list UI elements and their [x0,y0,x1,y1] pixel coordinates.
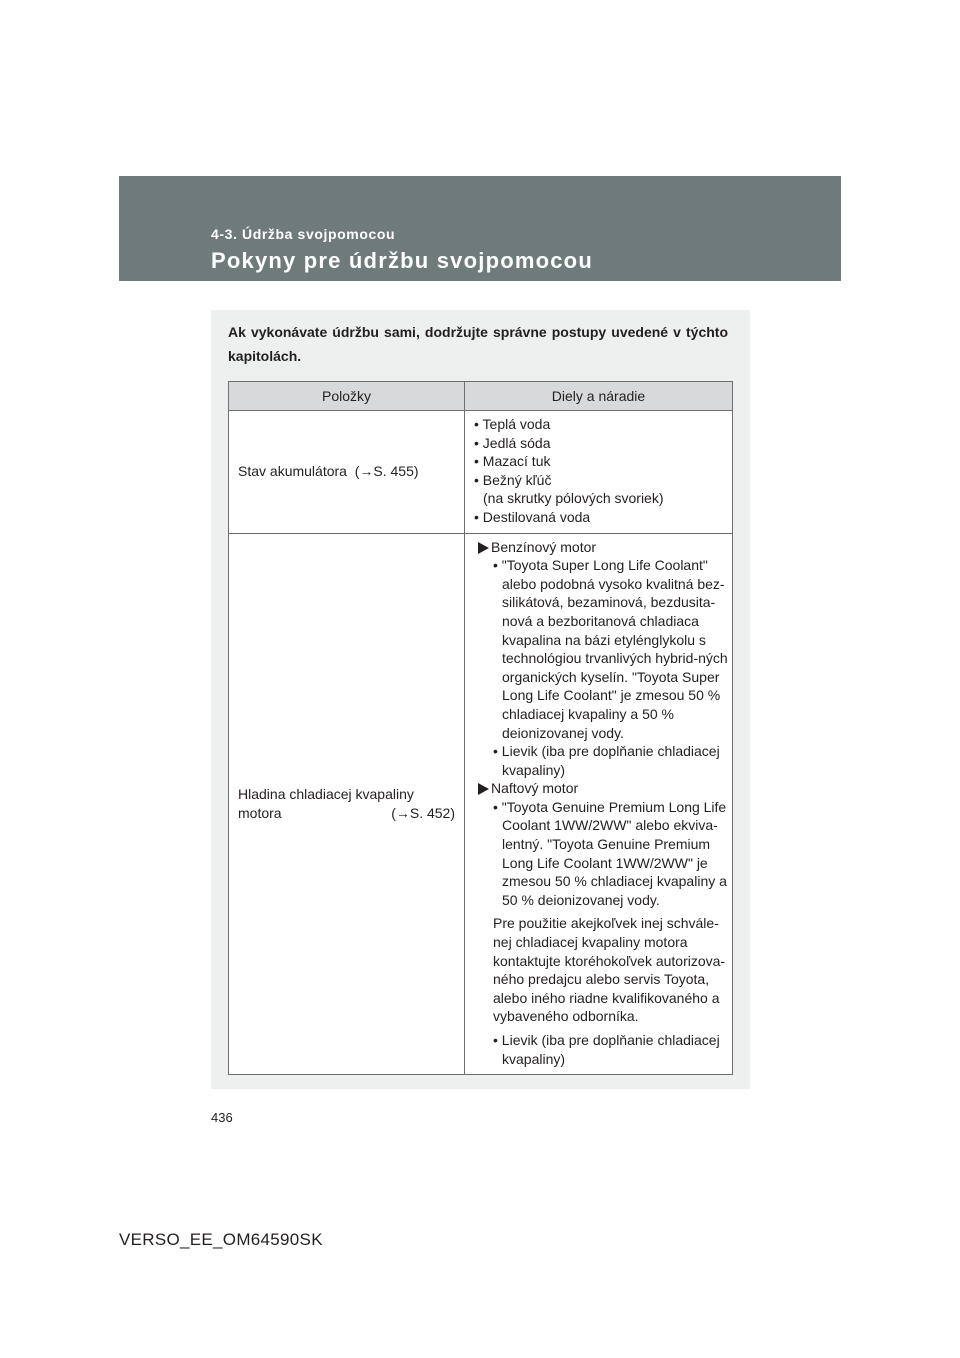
tools-cell-coolant [465,533,733,1075]
column-header-items: Položky [229,382,465,411]
petrol-engine-heading: Benzínový motor [474,538,728,557]
list-item: • "Toyota Genuine Premium Long Life Coolant 1WW/2WW" alebo ekviva-lentný. "Toyota Genuine Premium Long Life Coolant 1WW/2WW" je zmesou 50 % chladiacej kvapaliny a 50 % deionizovanej vody. [493,798,727,908]
section-label: 4-3. Údržba svojpomocou [211,226,396,242]
list-item: • Lievik (iba pre doplňanie chladiacej kvapaliny) [493,1032,720,1067]
page-number: 436 [211,1110,233,1125]
list-item: • Lievik (iba pre doplňanie chladiacej kvapaliny) [493,743,720,778]
list-item-detail: (na skrutky pólových svoriek) [483,490,664,507]
page-reference: (→S. 455) [354,463,419,480]
page-reference: (→S. 452) [391,804,455,821]
tools-cell-battery [465,411,733,534]
item-name: Stav akumulátora [238,463,347,480]
coolant-note: Pre použitie akejkoľvek inej schvále-nej chladiacej kvapaliny motora kontaktujte ktoréhokoľvek autorizova-ného predajcu alebo servis Toyota, alebo iného riadne kvalifikovaného a vybaveného odborníka. [493,915,726,1025]
column-header-tools: Diely a náradie [465,382,733,411]
table-row-coolant [229,533,733,1075]
document-code: VERSO_EE_OM64590SK [119,1230,323,1249]
list-item: • Destilovaná voda [474,508,591,525]
item-cell-battery [229,411,465,534]
parts-table [228,381,733,1075]
item-cell-coolant [229,533,465,1075]
page-title: Pokyny pre údržbu svojpomocou [211,248,593,273]
triangle-bullet-icon [478,783,489,795]
content-panel [211,310,750,1089]
item-name: Hladina chladiacej kvapaliny [238,786,414,803]
triangle-bullet-icon [478,542,489,554]
list-item: • Jedlá sóda [474,434,551,451]
list-item: • Bežný kľúč [474,471,552,488]
diesel-engine-heading: Naftový motor [474,779,728,798]
item-name-cont: motora [238,804,282,821]
intro-text: Ak vykonávate údržbu sami, dodržujte správne postupy uvedené v týchto kapitolách. [228,324,728,364]
chapter-header [119,176,841,281]
list-item: • Mazací tuk [474,453,551,470]
table-row-battery [229,411,733,534]
table-header-row [229,382,733,411]
list-item: • Teplá voda [474,416,551,432]
list-item: • "Toyota Super Long Life Coolant" alebo podobná vysoko kvalitná bez-silikátová, bezaminová, bezdusita-nová a bezboritanová chladiaca kvapalina na bázi etylénglykolu s technológiou trvanlivých hybrid-ných organických kyselín. "Toyota Super Long Life Coolant" je zmesou 50 % chladiacej kvapaliny a 50 % deionizovanej vody. [493,557,728,741]
